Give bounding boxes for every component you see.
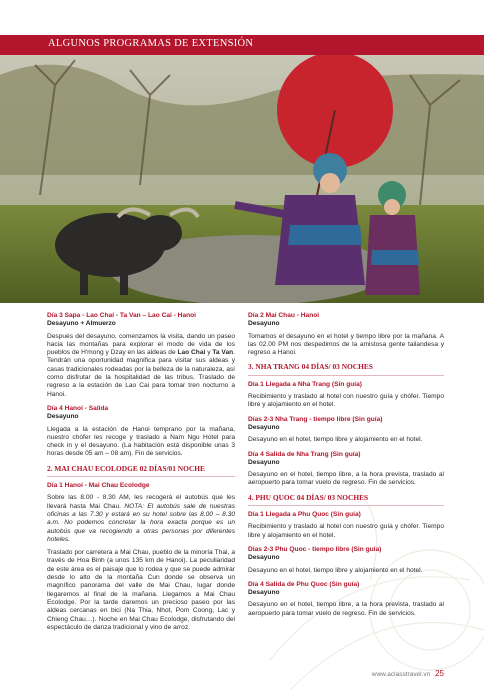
place-lao-chai: Lao Chai (177, 349, 206, 357)
banner-title: ALGUNOS PROGRAMAS DE EXTENSIÓN (48, 38, 254, 49)
nha-trang-day4 (248, 451, 444, 488)
text: . Tendrán una oportunidad magnífica para visitar sus aldeas y casas tradicionales rodeadas por la belleza de la naturaleza, así como disfrutar de la hospitalidad de las tribus. Traslado de regreso a la estación de Lao Cai para tomar tren nocturno a Hanoi. (47, 349, 235, 398)
day-description: Desayuno en el hotel, tiempo libre y alojamiento en el hotel. (248, 436, 423, 444)
mai-chau-day2 (248, 312, 444, 357)
day-title: Día 4 Hanoi - Salida (47, 404, 109, 412)
day-title: Día 3 Sapa - Lao Chai - Ta Van – Lao Cai - Hanoi (47, 312, 197, 319)
day-description: Desayuno en el hotel, tiempo libre y alojamiento en el hotel. (248, 566, 423, 574)
day-title: Días 2-3 Nha Trang - tiempo libre (Sin guía) (248, 415, 383, 423)
day-title: Día 4 Salida de Nha Trang (Sin guía) (248, 450, 361, 458)
page-number: 25 (435, 669, 444, 678)
day-title: Día 2 Mai Chau - Hanoi (248, 312, 320, 319)
text: Después del desayuno, comenzamos la visita, dando un paseo hacia las montañas para explorar el modo de vida de los pueblos de H'mong y Dzay en las aldeas de (47, 332, 235, 357)
phu-quoc-day2-3 (248, 546, 444, 575)
meals: Desayuno (248, 589, 280, 597)
page-footer (372, 669, 444, 678)
day-title: Día 1 Llegada a Phu Quoc (Sin guía) (248, 511, 361, 519)
day-title: Día 1 Llegada a Nha Trang (Sin guía) (248, 380, 362, 388)
day-description: Traslado por carretera a Mai Chau, pueblo de la minoría Thai, a través de Hoa Binh (a unos 135 km de Hanoi). La peculiaridad de este área es el paisaje que lo rodea y que se puede admirar desde lo alto de la montaña Cun donde se observa un magnífico panorama del valle de Mai Chau, lugar donde llegaremos al final de la mañana. Llegamos a Mai Chau Ecolodge. Por la tarde daremos un precioso paseo por las aldeas cercanas en bici (Na Thia, Nhot, Pom Coong, Lac y Chieng Chau…). Noche en Mai Chau Ecolodge, disfrutando del espectáculo de danza tradicional y vino de arroz. (47, 549, 235, 631)
section-heading-mai-chau: 2. MAI CHAU ECOLODGE 02 DÍAS/01 NOCHE (47, 463, 205, 473)
day4-hanoi (47, 405, 235, 459)
meals: Desayuno (47, 413, 79, 421)
day-description: Llegada a la estación de Hanoi temprano por la mañana, nuestro chófer les recoge y traslado a Nam Ngu Hotel para check in y el desayuno. (La habitación está disponible unas 3 horas desde 05 am – 08 am). Fin de servicios. (47, 425, 235, 458)
nha-trang-day2-3 (248, 416, 444, 445)
left-column (47, 312, 235, 638)
place-ta-van: Ta Van (212, 349, 234, 357)
text: y (205, 349, 213, 357)
section-banner (0, 35, 484, 55)
divider (248, 375, 444, 376)
footer-url: www.aclasstravel.vn (371, 671, 431, 678)
day3-sapa (47, 312, 235, 399)
day-title: Día 1 Hanoi - Mai Chau Ecolodge (47, 482, 150, 490)
day-title: Día 4 Salida de Phu Quoc (Sin guía) (248, 580, 360, 588)
text: Sobre las 8.00 - 8.30 AM, les recogerá el autobús que les llevará hasta Mai Chau. (47, 494, 235, 510)
day-title: Días 2-3 Phu Quoc - tiempo libre (Sin guía) (248, 545, 382, 553)
day-description: Desayuno en el hotel, tiempo libre, a la hora prevista, traslado al aeropuerto para tomar vuelo de regreso. Fin de servicios. (248, 471, 444, 487)
divider (47, 476, 235, 477)
note: NOTA: El autobús sale de nuestras oficinas a las 7.30 y estará en su hotel sobre las 8.00 – 8.30 a.m. No podemos concretar la hora exacta porque es un autobús que va recogiendo a otras personas por diferentes hoteles. (47, 502, 235, 543)
day-description: Recibimiento y traslado al hotel con nuestro guía y chófer. Tiempo libre y alojamiento en el hotel. (248, 393, 444, 409)
day-description: Desayuno en el hotel, tiempo libre, a la hora prevista, traslado al aeropuerto para tomar vuelo de regreso. Fin de servicios. (248, 601, 444, 617)
meals: Desayuno (248, 320, 280, 328)
hero-photo (0, 55, 484, 303)
nha-trang-day1 (248, 381, 444, 410)
meals: Desayuno + Almuerzo (47, 320, 116, 328)
phu-quoc-day1 (248, 511, 444, 540)
top-margin (0, 0, 484, 16)
photo-illustration (0, 55, 484, 303)
right-column (248, 312, 444, 624)
phu-quoc-day4 (248, 581, 444, 618)
meals: Desayuno (248, 423, 280, 431)
day-description (47, 333, 235, 399)
meals: Desayuno (248, 554, 280, 562)
meals: Desayuno (248, 458, 280, 466)
day-description: Recibimiento y traslado al hotel con nuestro guía y chófer. Tiempo libre y alojamiento en el hotel. (248, 523, 444, 539)
section-heading-nha-trang: 3. NHA TRANG 04 DÍAS/ 03 NOCHES (248, 362, 373, 372)
divider (248, 505, 444, 506)
mai-chau-day1 (47, 482, 235, 632)
day-description (47, 494, 235, 544)
section-heading-phu-quoc: 4. PHU QUOC 04 DÍAS/ 03 NOCHES (248, 492, 369, 502)
day-description: Tomamos el desayuno en el hotel y tiempo libre por la mañana. A las 02.00 PM nos despedimos de la amistosa gente tailandesa y regreso a Hanoi. (248, 332, 444, 357)
